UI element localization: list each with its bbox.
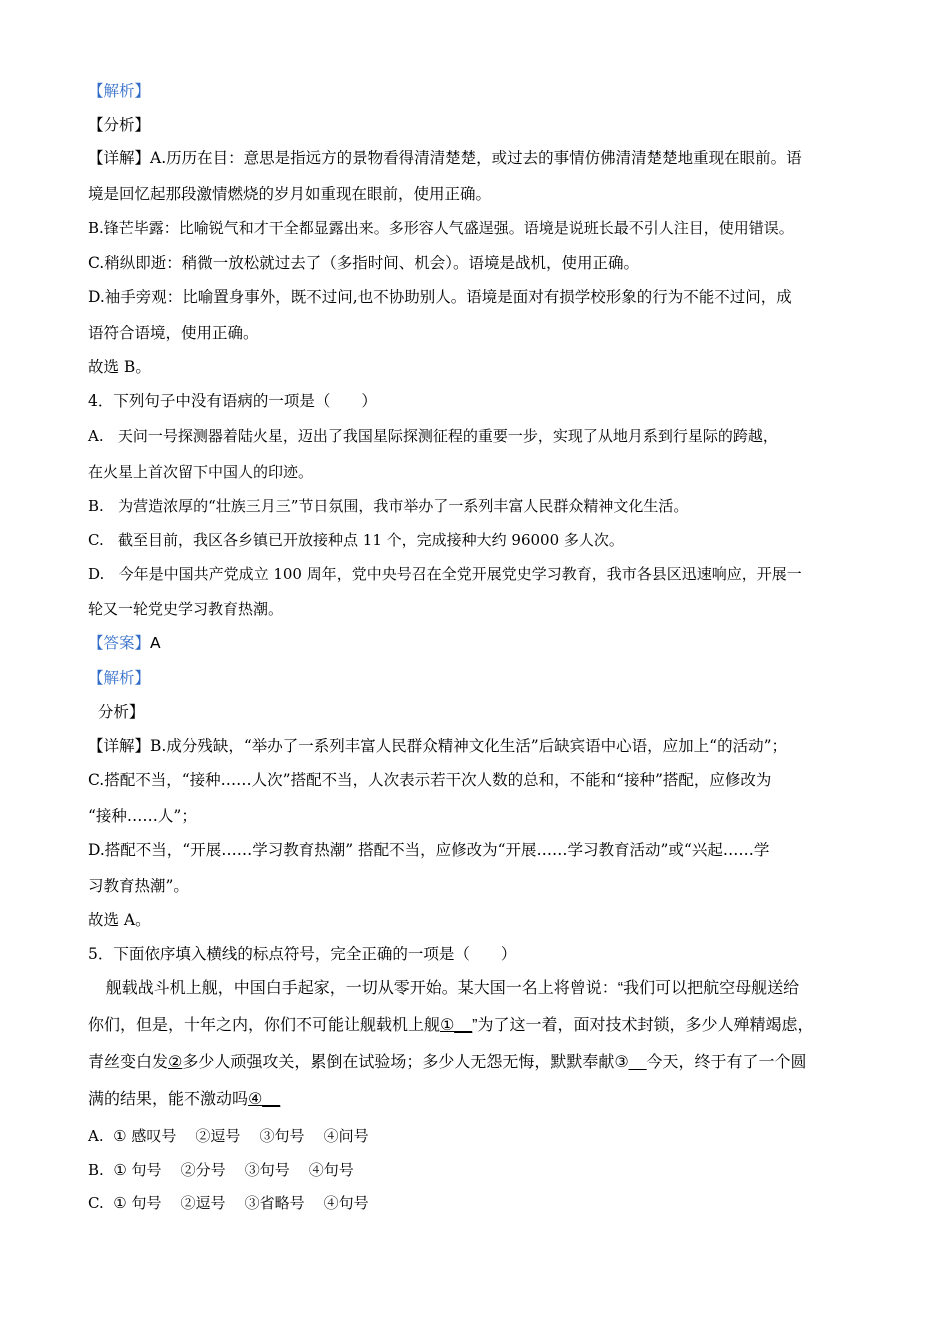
passage-line: 舰载战斗机上舰，中国白手起家，一切从零开始。某大国一名上将曾说：“我们可以把航空母舰送给 <box>88 980 800 997</box>
passage-line <box>88 1090 280 1110</box>
detail-line <box>88 736 787 756</box>
text-line: C.搭配不当，“接种……人次”搭配不当，人次表示若干次人数的总和，不能和“接种”搭配，应修改为 <box>88 771 772 789</box>
passage-text: 满的结果，能不激动吗 <box>88 1091 249 1108</box>
passage-text: 青丝变白发 <box>88 1054 169 1071</box>
blank-1: ①__ <box>440 1017 473 1034</box>
option-c: C. ① 句号 ②逗号 ③省略号 ④句号 <box>88 1194 369 1212</box>
passage-text: 你们，但是，十年之内，你们不可能让舰载机上舰 <box>88 1017 441 1034</box>
passage-line <box>88 1053 807 1073</box>
detail-label: 【详解】 <box>88 149 151 167</box>
option-b: B. 为营造浓厚的“壮族三月三”节日氛围，我市举办了一系列丰富人民群众精神文化生活。 <box>88 497 689 515</box>
text-line: C.稍纵即逝：稍微一放松就过去了（多指时间、机会）。语境是战机，使用正确。 <box>88 254 639 272</box>
option-d-cont: 轮又一轮党史学习教育热潮。 <box>88 600 284 618</box>
analysis-heading: 【解析】 <box>88 669 151 687</box>
text-line: 语符合语境，使用正确。 <box>88 324 259 342</box>
option-a: A. 天问一号探测器着陆火星，迈出了我国星际探测征程的重要一步，实现了从地月系到行星际的跨越， <box>88 427 778 445</box>
question-4: 4．下列句子中没有语病的一项是（ ） <box>88 392 377 410</box>
analysis-heading: 【解析】 <box>88 82 151 100</box>
detail-label: 【详解】 <box>88 737 151 755</box>
text-line: D.搭配不当，“开展……学习教育热潮” 搭配不当，应修改为“开展……学习教育活动”或“兴起……学 <box>88 841 770 859</box>
option-c: C. 截至目前，我区各乡镇已开放接种点 11 个，完成接种大约 96000 多人次。 <box>88 531 624 549</box>
detail-text: A.历历在目：意思是指远方的景物看得清清楚楚，或过去的事情仿佛清清楚楚地重现在眼前。语 <box>150 149 802 167</box>
passage-text: ”为了这一着，面对技术封锁，多少人殚精竭虑， <box>472 1017 814 1034</box>
blank-4: ④__ <box>248 1091 281 1108</box>
option-a: A. ① 感叹号 ②逗号 ③句号 ④问号 <box>88 1127 369 1145</box>
blank-2: ② <box>168 1054 183 1071</box>
text-line: 境是回忆起那段激情燃烧的岁月如重现在眼前，使用正确。 <box>88 185 492 203</box>
passage-text: 多少人顽强攻关，累倒在试验场；多少人无怨无悔，默默奉献③__今天，终于有了一个圆 <box>182 1054 807 1071</box>
text-line: D.袖手旁观：比喻置身事外，既不过问,也不协助别人。语境是面对有损学校形象的行为不能不过问，成 <box>88 288 792 306</box>
answer-label: 【答案】 <box>88 634 151 652</box>
conclusion-line: 故选 B。 <box>88 358 151 376</box>
text-line: B.锋芒毕露：比喻锐气和才干全都显露出来。多形容人气盛逞强。语境是说班长最不引人注目，使用错误。 <box>88 219 794 237</box>
question-5: 5．下面依序填入横线的标点符号，完全正确的一项是（ ） <box>88 945 517 963</box>
option-b: B. ① 句号 ②分号 ③句号 ④句号 <box>88 1161 354 1179</box>
conclusion-line: 故选 A。 <box>88 911 151 929</box>
analysis-subheading: 分析】 <box>88 703 145 721</box>
text-line: 习教育热潮”。 <box>88 877 189 895</box>
answer-value: A <box>150 634 161 652</box>
option-d: D. 今年是中国共产党成立 100 周年，党中央号召在全党开展党史学习教育，我市各县区迅速响应，开展一 <box>88 565 802 583</box>
text-line: “接种……人”； <box>88 807 197 825</box>
answer-line <box>88 633 161 653</box>
detail-text: B.成分残缺，“举办了一系列丰富人民群众精神文化生活”后缺宾语中心语，应加上“的活动”； <box>150 737 788 755</box>
detail-line <box>88 148 802 168</box>
analysis-subheading: 【分析】 <box>88 116 151 134</box>
passage-line <box>88 1016 814 1036</box>
option-a-cont: 在火星上首次留下中国人的印迹。 <box>88 463 314 481</box>
